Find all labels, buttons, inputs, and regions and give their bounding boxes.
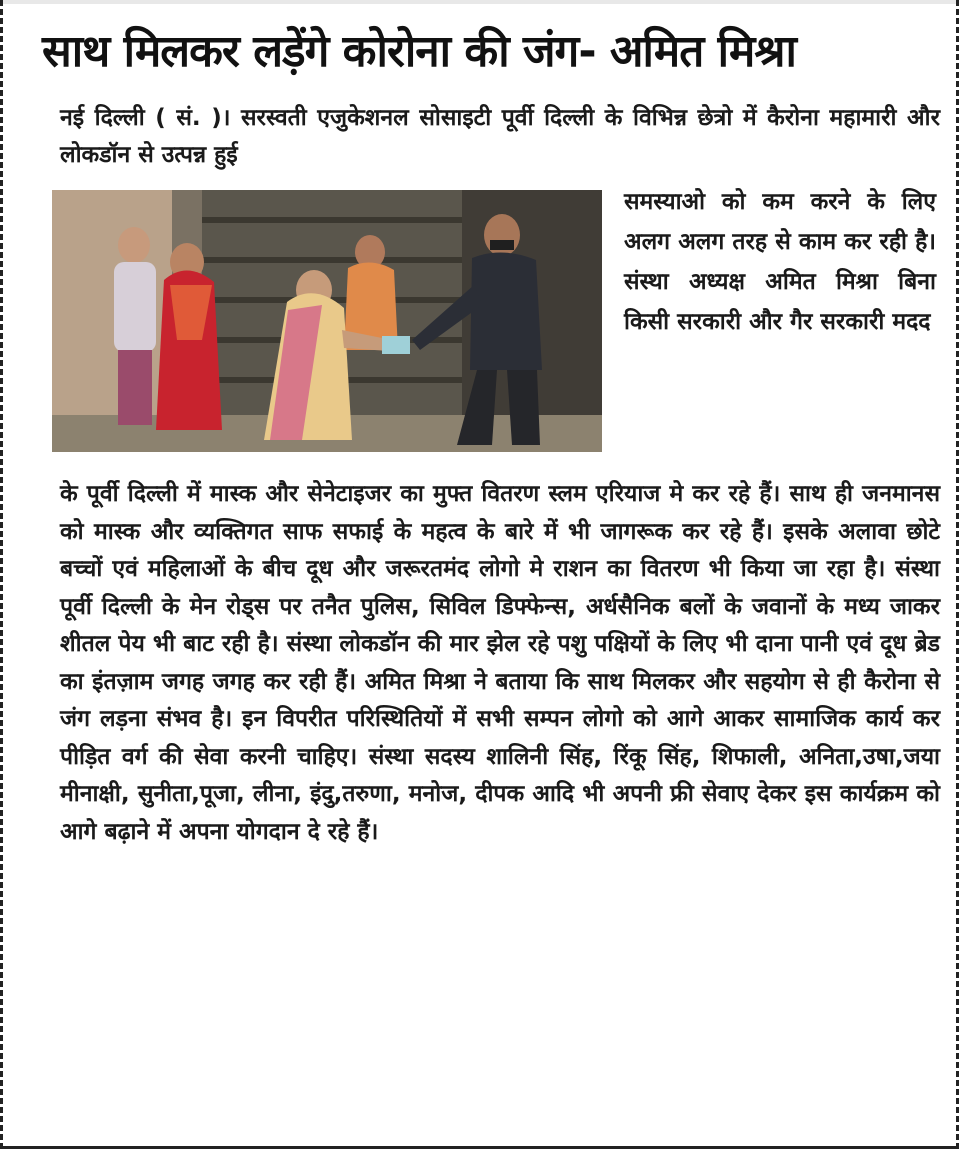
headline: साथ मिलकर लड़ेंगे कोरोना की जंग- अमित मिश्रा [42,26,796,77]
body-paragraph: के पूर्वी दिल्ली में मास्क और सेनेटाइजर का मुफ्त वितरण स्लम एरियाज मे कर रहे हैं। साथ ही जनमानस को मास्क और व्यक्तिगत साफ सफाई के महत्व के बारे में भी जागरूक कर रहे हैं। इसके अलावा छोटे बच्चों एवं महिलाओं के बीच दूध और जरूरतमंद लोगो मे राशन का वितरण भी किया जा रहा है। संस्था पूर्वी दिल्ली के मेन रोड्स पर तनैत पुलिस, सिविल डिफ्फेन्स, अर्धसैनिक बलों के जवानों के मध्य जाकर शीतल पेय भी बाट रही है। संस्था लोकडॉन की मार झेल रहे पशु पक्षियों के लिए भी दाना पानी एवं दूध ब्रेड का इंतज़ाम जगह जगह कर रही हैं। अमित मिश्रा ने बताया कि साथ मिलकर और सहयोग से ही कैरोना से जंग लड़ना संभव है। इन विपरीत परिस्थितियों में सभी सम्पन लोगो को आगे आकर सामाजिक कार्य कर पीड़ित वर्ग की सेवा करनी चाहिए। संस्था सदस्य शालिनी सिंह, रिंकू सिंह, शिफाली, अनिता,उषा,जया मीनाक्षी, सुनीता,पूजा, लीना, इंदु,तरुणा, मनोज, दीपक आदि भी अपनी फ्री सेवाए देकर इस कार्यक्रम को आगे बढ़ाने में अपना योगदान दे रहे हैं। [60,481,940,845]
photo-illustration [52,190,602,452]
lead-paragraph: नई दिल्ली ( सं. )। सरस्वती एजुकेशनल सोसाइटी पूर्वी दिल्ली के विभिन्न छेत्रो में कैरोना महामारी और लोकडॉन से उत्पन्न हुई [60,105,940,168]
side-paragraph: समस्याओ को कम करने के लिए अलग अलग तरह से काम कर रही है। संस्था अध्यक्ष अमित मिश्रा बिना किसी सरकारी और गैर सरकारी मदद [624,189,936,335]
news-photo [52,190,602,452]
